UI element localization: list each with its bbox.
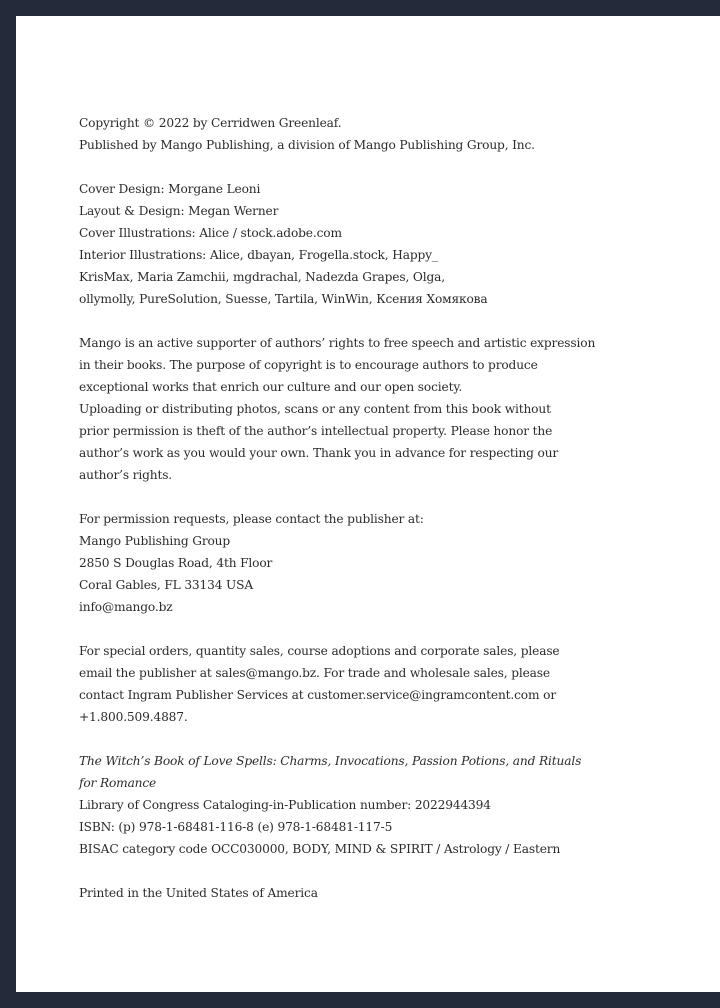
bisac-code: BISAC category code OCC030000, BODY, MIND & SPIRIT / Astrology / Eastern	[79, 842, 561, 856]
rights-statement-line: Uploading or distributing photos, scans or any content from this book without	[79, 402, 551, 416]
page-sheet	[16, 16, 720, 992]
rights-statement-line: author’s work as you would your own. Thank you in advance for respecting our	[79, 446, 559, 460]
rights-statement-line: in their books. The purpose of copyright is to encourage authors to produce	[79, 358, 538, 372]
printed-in: Printed in the United States of America	[79, 886, 318, 900]
cover-illustrations-credit: Cover Illustrations: Alice / stock.adobe.com	[79, 226, 342, 240]
interior-illustrations-credit: Interior Illustrations: Alice, dbayan, Frogella.stock, Happy_	[79, 248, 438, 262]
layout-design-credit: Layout & Design: Megan Werner	[79, 204, 279, 218]
cover-design-credit: Cover Design: Morgane Leoni	[79, 182, 261, 196]
spacer	[79, 728, 609, 750]
publisher-line: Published by Mango Publishing, a division of Mango Publishing Group, Inc.	[79, 138, 535, 152]
permissions-intro: For permission requests, please contact the publisher at:	[79, 512, 424, 526]
rights-statement-line: prior permission is theft of the author’s intellectual property. Please honor the	[79, 424, 553, 438]
spacer	[79, 310, 609, 332]
special-orders-line: For special orders, quantity sales, course adoptions and corporate sales, please	[79, 644, 560, 658]
special-orders-line: contact Ingram Publisher Services at customer.service@ingramcontent.com or	[79, 688, 556, 702]
publisher-street: 2850 S Douglas Road, 4th Floor	[79, 556, 273, 570]
loc-number: Library of Congress Cataloging-in-Publication number: 2022944394	[79, 798, 491, 812]
rights-statement-line: Mango is an active supporter of authors’ rights to free speech and artistic expression	[79, 336, 596, 350]
book-title-cont: for Romance	[79, 776, 157, 790]
publisher-city: Coral Gables, FL 33134 USA	[79, 578, 254, 592]
rights-statement-line: exceptional works that enrich our culture and our open society.	[79, 380, 463, 394]
copyright-page-text	[79, 112, 609, 904]
publisher-email: info@mango.bz	[79, 600, 173, 614]
spacer	[79, 618, 609, 640]
book-title: The Witch’s Book of Love Spells: Charms, Invocations, Passion Potions, and Rituals	[79, 754, 582, 768]
interior-illustrations-credit-cont: KrisMax, Maria Zamchii, mgdrachal, Nadezda Grapes, Olga,	[79, 270, 445, 284]
special-orders-line: +1.800.509.4887.	[79, 710, 188, 724]
interior-illustrations-credit-cont: ollymolly, PureSolution, Suesse, Tartila, WinWin, Ксения Хомякова	[79, 292, 488, 306]
copyright-line: Copyright © 2022 by Cerridwen Greenleaf.	[79, 116, 342, 130]
special-orders-line: email the publisher at sales@mango.bz. For trade and wholesale sales, please	[79, 666, 550, 680]
isbn: ISBN: (p) 978-1-68481-116-8 (e) 978-1-68481-117-5	[79, 820, 393, 834]
spacer	[79, 156, 609, 178]
publisher-name: Mango Publishing Group	[79, 534, 231, 548]
rights-statement-line: author’s rights.	[79, 468, 173, 482]
spacer	[79, 860, 609, 882]
spacer	[79, 486, 609, 508]
